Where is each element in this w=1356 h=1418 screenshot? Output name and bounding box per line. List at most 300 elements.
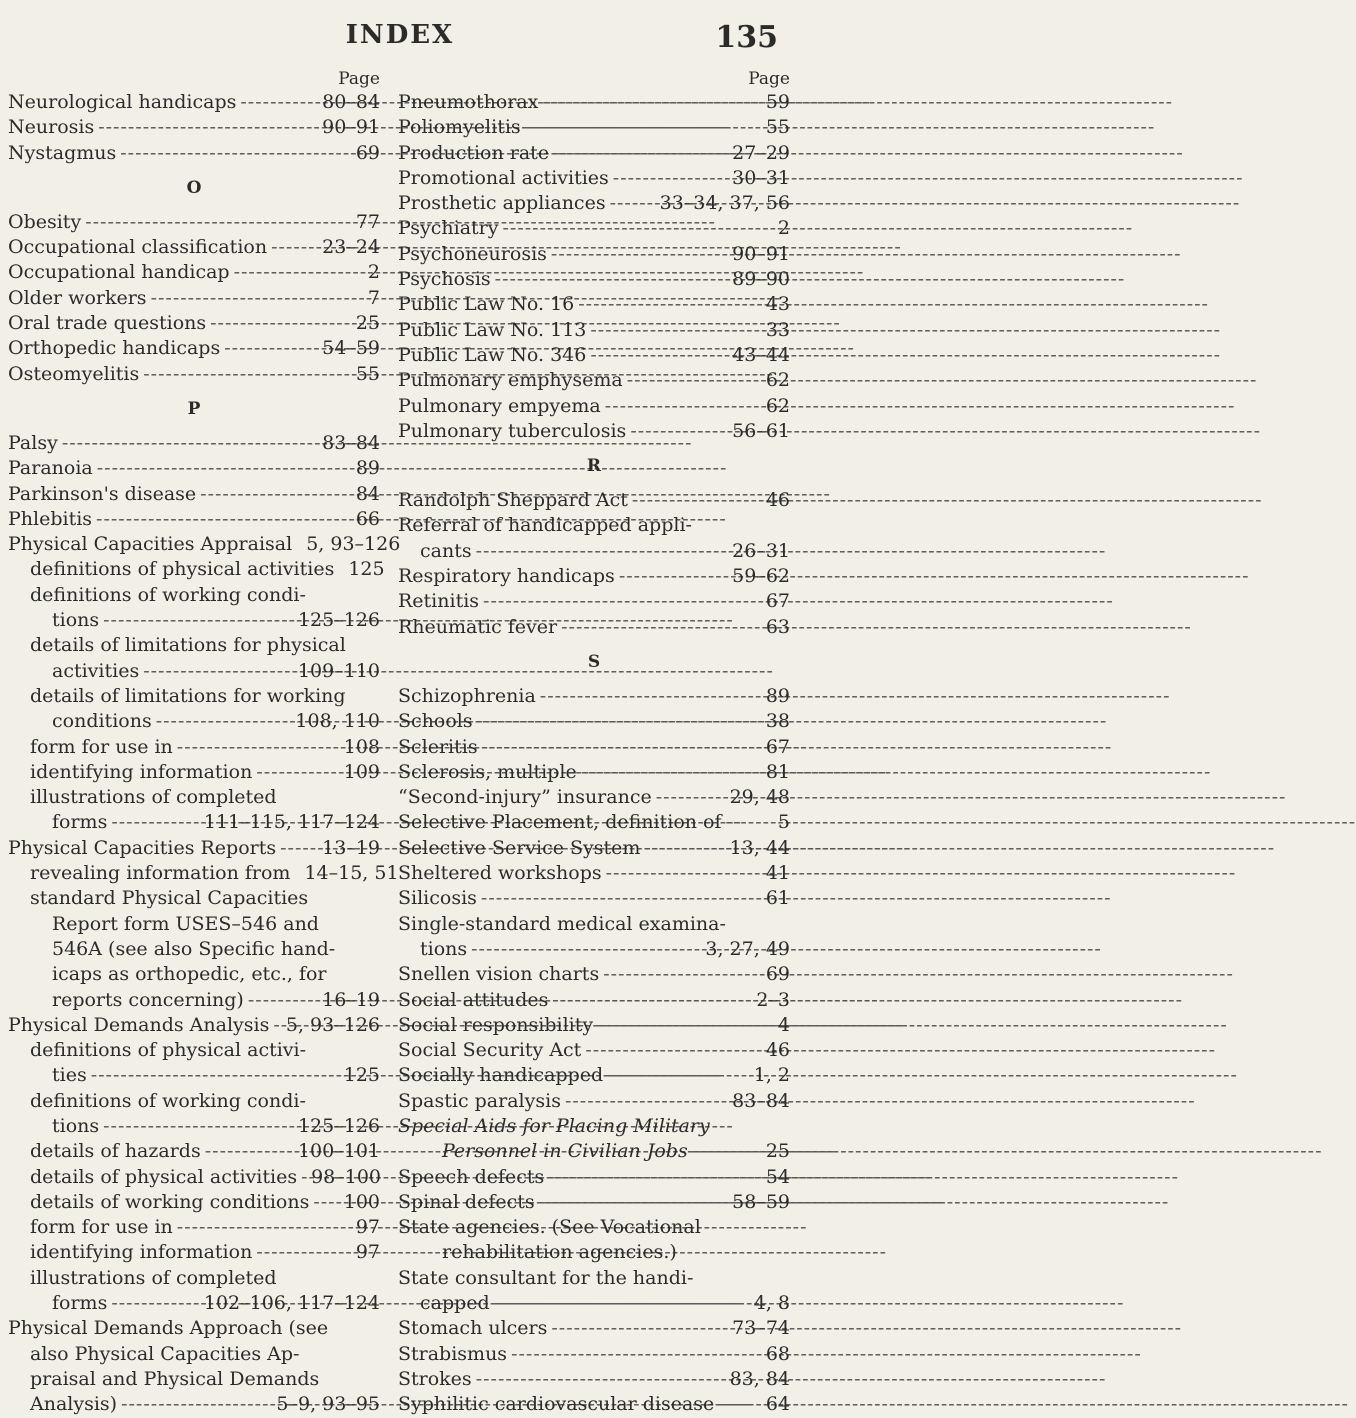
entry-term: Rheumatic fever (398, 615, 558, 638)
index-entry (398, 836, 790, 861)
entry-term: ties (52, 1064, 87, 1087)
entry-term: Special Aids for Placing Military (398, 1114, 710, 1137)
entry-term: details of working conditions (30, 1190, 310, 1213)
entry-pages: 56–61 (732, 419, 790, 442)
entry-pages: 84 (355, 482, 380, 505)
entry-pages: 108, 110 (295, 710, 380, 733)
index-entry (8, 90, 380, 115)
entry-term: Respiratory handicaps (398, 565, 615, 588)
entry-pages: 7 (367, 286, 380, 309)
dot-leader (551, 1316, 728, 1341)
entry-term: forms (52, 811, 108, 834)
entry-pages: 30–31 (732, 166, 790, 189)
entry-term: Occupational handicap (8, 261, 230, 284)
entry-term: Single-standard medical examina- (398, 912, 726, 935)
entry-term: Production rate (398, 141, 550, 164)
entry-pages: 80–84 (322, 91, 380, 113)
section-letter: O (186, 177, 202, 198)
entry-pages: 68 (765, 1342, 790, 1365)
dot-leader (210, 311, 352, 336)
entry-pages: 13–19 (322, 836, 380, 859)
index-entry (398, 564, 790, 589)
entry-pages: 4 (777, 1013, 790, 1036)
index-entry (8, 311, 380, 336)
entry-term: Obesity (8, 210, 82, 233)
entry-term: forms (52, 1292, 108, 1315)
dot-leader (301, 1165, 307, 1190)
entry-term: Occupational classification (8, 236, 268, 259)
entry-term: Orthopedic handicaps (8, 337, 221, 360)
dot-leader (120, 141, 352, 166)
dot-leader (630, 419, 728, 444)
dot-leader (177, 1215, 352, 1240)
dot-leader (121, 1392, 272, 1417)
dot-leader (256, 760, 339, 785)
index-entry (398, 1240, 790, 1265)
entry-term: details of limitations for physical (30, 634, 346, 657)
index-entry (8, 210, 380, 235)
entry-term: Pneumothorax (398, 91, 539, 113)
dot-leader (151, 286, 364, 311)
entry-pages: 2 (777, 217, 790, 240)
entry-term: Physical Demands Approach (see (8, 1317, 329, 1340)
entry-pages: 125 (348, 558, 385, 581)
dot-leader (590, 318, 761, 343)
dot-leader (271, 235, 318, 260)
index-entry (398, 1139, 790, 1164)
index-entry (8, 735, 380, 760)
entry-term: Neurological handicaps (8, 91, 237, 113)
index-entry (398, 267, 790, 292)
entry-pages: 67 (765, 735, 790, 758)
index-entry (398, 810, 790, 835)
index-entry (398, 292, 790, 317)
entry-term: cants (420, 539, 472, 562)
dot-leader (627, 368, 762, 393)
section-letter: P (187, 398, 201, 419)
index-entry (8, 1013, 380, 1038)
dot-leader (91, 1063, 340, 1088)
entry-pages: 29, 48 (729, 786, 790, 809)
entry-pages: 4, 8 (753, 1292, 790, 1315)
entry-term: standard Physical Capacities (30, 887, 309, 910)
dot-leader (585, 1038, 761, 1063)
index-entry (8, 1114, 380, 1139)
entry-term: Psychiatry (398, 217, 499, 240)
entry-term: definitions of physical activi- (30, 1039, 307, 1062)
dot-leader (234, 260, 364, 285)
entry-term: tions (420, 937, 468, 960)
dot-leader (552, 988, 752, 1013)
index-entry (8, 1215, 380, 1240)
index-entry (8, 1367, 380, 1392)
entry-pages: 62 (765, 394, 790, 417)
entry-term: Analysis) (30, 1393, 118, 1416)
index-entry (8, 1190, 380, 1215)
index-entry (398, 90, 790, 115)
entry-term: revealing information from (30, 862, 291, 885)
entry-term: Strabismus (398, 1342, 508, 1365)
dot-leader (565, 1089, 728, 1114)
index-entry (8, 1240, 380, 1265)
entry-term: Paranoia (8, 457, 93, 480)
index-entry (8, 583, 380, 608)
entry-pages: 69 (765, 963, 790, 986)
entry-pages: 90–91 (322, 116, 380, 139)
dot-leader (177, 735, 340, 760)
entry-term: 546A (see also Specific hand- (52, 937, 336, 960)
entry-term: Public Law No. 346 (398, 343, 587, 366)
entry-pages: 54 (765, 1165, 790, 1188)
dot-leader (85, 210, 352, 235)
entry-term: definitions of working condi- (30, 583, 306, 606)
dot-leader (539, 1190, 728, 1215)
index-entry (8, 709, 380, 734)
entry-pages: 100 (343, 1190, 380, 1213)
entry-pages: 33 (765, 318, 790, 341)
dot-leader (471, 937, 701, 962)
dot-leader (103, 608, 294, 633)
entry-pages: 62 (765, 369, 790, 392)
entry-pages: 66 (355, 507, 380, 530)
entry-pages: 5–9, 93–95 (276, 1393, 380, 1416)
entry-term: Social Security Act (398, 1039, 582, 1062)
entry-pages: 64 (765, 1393, 790, 1416)
index-entry (8, 810, 380, 835)
entry-term: Nystagmus (8, 141, 117, 164)
entry-term: Spastic paralysis (398, 1089, 561, 1112)
entry-term: form for use in (30, 735, 173, 758)
index-entry (8, 912, 380, 937)
entry-pages: 61 (765, 887, 790, 910)
index-entry (398, 166, 790, 191)
dot-leader (597, 1013, 774, 1038)
entry-pages: 16–19 (322, 988, 380, 1011)
entry-term: Silicosis (398, 887, 477, 910)
left-column (8, 68, 401, 1418)
entry-term: Snellen vision charts (398, 963, 600, 986)
index-entry (8, 557, 385, 582)
dot-leader (143, 362, 352, 387)
index-entry (8, 1038, 380, 1063)
entry-pages: 108 (343, 735, 380, 758)
entry-term: Social responsibility (398, 1013, 594, 1036)
dot-leader (111, 810, 200, 835)
entry-term: Older workers (8, 286, 147, 309)
entry-pages: 55 (765, 116, 790, 139)
entry-pages: 2 (367, 261, 380, 284)
entry-term: Selective Placement, definition of (398, 811, 722, 834)
entry-term: Physical Capacities Appraisal (8, 533, 293, 556)
index-entry (8, 1089, 380, 1114)
index-entry (398, 785, 790, 810)
index-entry (8, 1291, 380, 1316)
entry-pages: 125 (343, 1064, 380, 1087)
entry-term: definitions of working condi- (30, 1089, 306, 1112)
entry-term: Speech defects (398, 1165, 545, 1188)
dot-leader (718, 1392, 762, 1417)
entry-term: Sheltered workshops (398, 862, 602, 885)
index-entry (398, 760, 790, 785)
entry-pages: 59–62 (732, 565, 790, 588)
entry-term: Osteomyelitis (8, 362, 140, 385)
entry-pages: 2–3 (756, 988, 790, 1011)
dot-leader (610, 191, 656, 216)
entry-pages: 77 (355, 210, 380, 233)
index-entry (398, 513, 790, 538)
entry-term: Pulmonary tuberculosis (398, 419, 627, 442)
index-entry (8, 482, 380, 507)
index-entry (8, 836, 380, 861)
dot-leader (613, 166, 728, 191)
entry-term: “Second-injury” insurance (398, 786, 652, 809)
index-entry (398, 861, 790, 886)
dot-leader (644, 836, 725, 861)
entry-pages: 73–74 (732, 1317, 790, 1340)
dot-leader (96, 507, 352, 532)
dot-leader (98, 115, 318, 140)
index-entry (398, 343, 790, 368)
dot-leader (726, 810, 774, 835)
page-header (0, 20, 800, 60)
index-entry (8, 456, 380, 481)
entry-term: Psychoneurosis (398, 242, 547, 265)
entry-pages: 5, 93–126 (285, 1013, 380, 1036)
entry-pages: 100–101 (297, 1140, 380, 1163)
entry-term: Social attitudes (398, 988, 549, 1011)
entry-term: Strokes (398, 1367, 472, 1390)
entry-term: Spinal defects (398, 1190, 535, 1213)
index-entry (398, 488, 790, 513)
entry-pages: 27–29 (732, 141, 790, 164)
entry-term: Scleritis (398, 735, 478, 758)
dot-leader (111, 1291, 200, 1316)
index-entry (398, 115, 790, 140)
entry-pages: 46 (765, 489, 790, 512)
entry-term: Public Law No. 16 (398, 293, 575, 316)
dot-leader (503, 216, 774, 241)
index-entry (8, 1266, 380, 1291)
dot-leader (205, 1139, 294, 1164)
index-entry (398, 615, 790, 640)
dot-leader (200, 482, 352, 507)
entry-term: Parkinson's disease (8, 482, 197, 505)
entry-pages: 5 (777, 811, 790, 834)
entry-pages: 83, 84 (729, 1367, 790, 1390)
entry-pages: 125–126 (297, 1114, 380, 1137)
index-entry (8, 684, 380, 709)
index-entry (398, 1291, 790, 1316)
index-entry (8, 1342, 380, 1367)
dot-leader (619, 564, 728, 589)
dot-leader (476, 1367, 726, 1392)
dot-leader (511, 1342, 762, 1367)
entry-pages: 26–31 (732, 539, 790, 562)
index-entry (398, 1013, 790, 1038)
index-groups (398, 90, 790, 1418)
entry-term: Physical Demands Analysis (8, 1013, 270, 1036)
dot-leader (273, 1013, 282, 1038)
index-entry (398, 684, 790, 709)
index-entry (398, 1316, 790, 1341)
index-entry (8, 115, 380, 140)
dot-leader (548, 1165, 762, 1190)
index-entry (8, 532, 401, 557)
dot-leader (280, 836, 318, 861)
entry-term: Report form USES–546 and (52, 912, 319, 935)
entry-term: Palsy (8, 431, 58, 454)
index-entry (398, 1392, 790, 1417)
index-entry (398, 1190, 790, 1215)
index-entry (398, 1342, 790, 1367)
entry-term: Socially handicapped (398, 1064, 604, 1087)
entry-term: praisal and Physical Demands (30, 1367, 320, 1390)
entry-pages: 54–59 (322, 337, 380, 360)
entry-term: details of limitations for working (30, 684, 346, 707)
dot-leader (525, 115, 762, 140)
entry-pages: 38 (765, 710, 790, 733)
dot-leader (240, 90, 318, 115)
entry-pages: 5, 93–126 (306, 533, 401, 556)
entry-pages: 25 (355, 312, 380, 335)
entry-term: Phlebitis (8, 507, 93, 530)
entry-pages: 98–100 (311, 1165, 382, 1188)
dot-leader (494, 1291, 750, 1316)
index-entry (8, 336, 380, 361)
index-entry (8, 886, 380, 911)
entry-term: State consultant for the handi- (398, 1266, 694, 1289)
index-entry (8, 1392, 380, 1417)
index-entry (8, 1139, 380, 1164)
index-entry (8, 1316, 380, 1341)
entry-term: identifying information (30, 760, 253, 783)
entry-term: identifying information (30, 1241, 253, 1264)
dot-leader (62, 431, 318, 456)
index-entry (398, 988, 790, 1013)
dot-leader (477, 709, 762, 734)
entry-term: Randolph Sheppard Act (398, 489, 628, 512)
dot-leader (483, 589, 762, 614)
dot-leader (481, 886, 762, 911)
section-letter: S (587, 651, 601, 672)
entry-term: capped (420, 1292, 490, 1315)
index-entry (8, 141, 380, 166)
index-entry (8, 861, 399, 886)
index-entry (398, 937, 790, 962)
dot-leader (590, 343, 728, 368)
dot-leader (656, 785, 726, 810)
entry-term: Pulmonary empyema (398, 394, 601, 417)
entry-term: Schools (398, 710, 473, 733)
entry-term: details of physical activities (30, 1165, 298, 1188)
index-entry (398, 1089, 790, 1114)
index-entry (398, 1266, 790, 1291)
entry-pages: 81 (765, 760, 790, 783)
entry-term: tions (52, 1114, 100, 1137)
entry-pages: 89 (765, 684, 790, 707)
entry-term: Psychosis (398, 268, 491, 291)
entry-pages: 43 (765, 293, 790, 316)
entry-pages: 90–91 (732, 242, 790, 265)
index-entry (8, 659, 380, 684)
entry-pages: 69 (355, 141, 380, 164)
entry-pages: 83–84 (732, 1089, 790, 1112)
entry-pages: 14–15, 51 (304, 862, 399, 885)
entry-term: Oral trade questions (8, 312, 207, 335)
entry-pages: 58–59 (732, 1190, 790, 1213)
index-entry (398, 1038, 790, 1063)
index-entry (8, 608, 380, 633)
entry-term: illustrations of completed (30, 786, 277, 809)
index-entry (398, 368, 790, 393)
dot-leader (542, 90, 761, 115)
entry-term: Poliomyelitis (398, 116, 521, 139)
dot-leader (313, 1190, 339, 1215)
index-entry (398, 216, 790, 241)
entry-term: details of hazards (30, 1140, 201, 1163)
index-entry (398, 1063, 790, 1088)
dot-leader (248, 988, 318, 1013)
entry-pages: 111–115, 117–124 (203, 811, 380, 834)
entry-term: definitions of physical activities (30, 558, 335, 581)
dot-leader (495, 267, 728, 292)
entry-term: Referral of handicapped appli- (398, 514, 692, 537)
entry-term: Prosthetic appliances (398, 192, 606, 215)
dot-leader (606, 861, 762, 886)
entry-term: Neurosis (8, 116, 95, 139)
entry-pages: 55 (355, 362, 380, 385)
entry-pages: 25 (765, 1140, 790, 1163)
entry-pages: 13, 44 (729, 836, 790, 859)
index-entry (398, 318, 790, 343)
dot-leader (476, 539, 729, 564)
dot-leader (551, 242, 728, 267)
index-entry (8, 507, 380, 532)
index-entry (398, 1367, 790, 1392)
entry-pages: 3, 27, 49 (705, 937, 790, 960)
entry-term: icaps as orthopedic, etc., for (52, 963, 327, 986)
index-entry (398, 735, 790, 760)
dot-leader (143, 659, 294, 684)
index-entry (8, 633, 380, 658)
index-entry (398, 539, 790, 564)
dot-leader (482, 735, 762, 760)
entry-pages: 125–126 (297, 609, 380, 632)
entry-term: Physical Capacities Reports (8, 836, 277, 859)
index-entry (398, 141, 790, 166)
entry-term: Retinitis (398, 590, 480, 613)
entry-term: activities (52, 659, 140, 682)
index-entry (398, 709, 790, 734)
dot-leader (256, 1240, 351, 1265)
index-entry (398, 1215, 790, 1240)
entry-term: Personnel in Civilian Jobs (442, 1140, 688, 1163)
dot-leader (561, 615, 762, 640)
page-column-label: Page (338, 69, 380, 89)
index-entry (398, 912, 790, 937)
entry-term: Syphilitic cardiovascular disease (398, 1393, 715, 1416)
entry-term: illustrations of completed (30, 1266, 277, 1289)
entry-pages: 1, 2 (753, 1064, 790, 1087)
entry-pages: 63 (765, 615, 790, 638)
index-entry (8, 937, 380, 962)
index-entry (8, 431, 380, 456)
index-entry (398, 589, 790, 614)
dot-leader (632, 488, 762, 513)
entry-term: State agencies. (See Vocational (398, 1216, 701, 1239)
entry-pages: 83–84 (322, 431, 380, 454)
page-title: INDEX (345, 20, 455, 50)
